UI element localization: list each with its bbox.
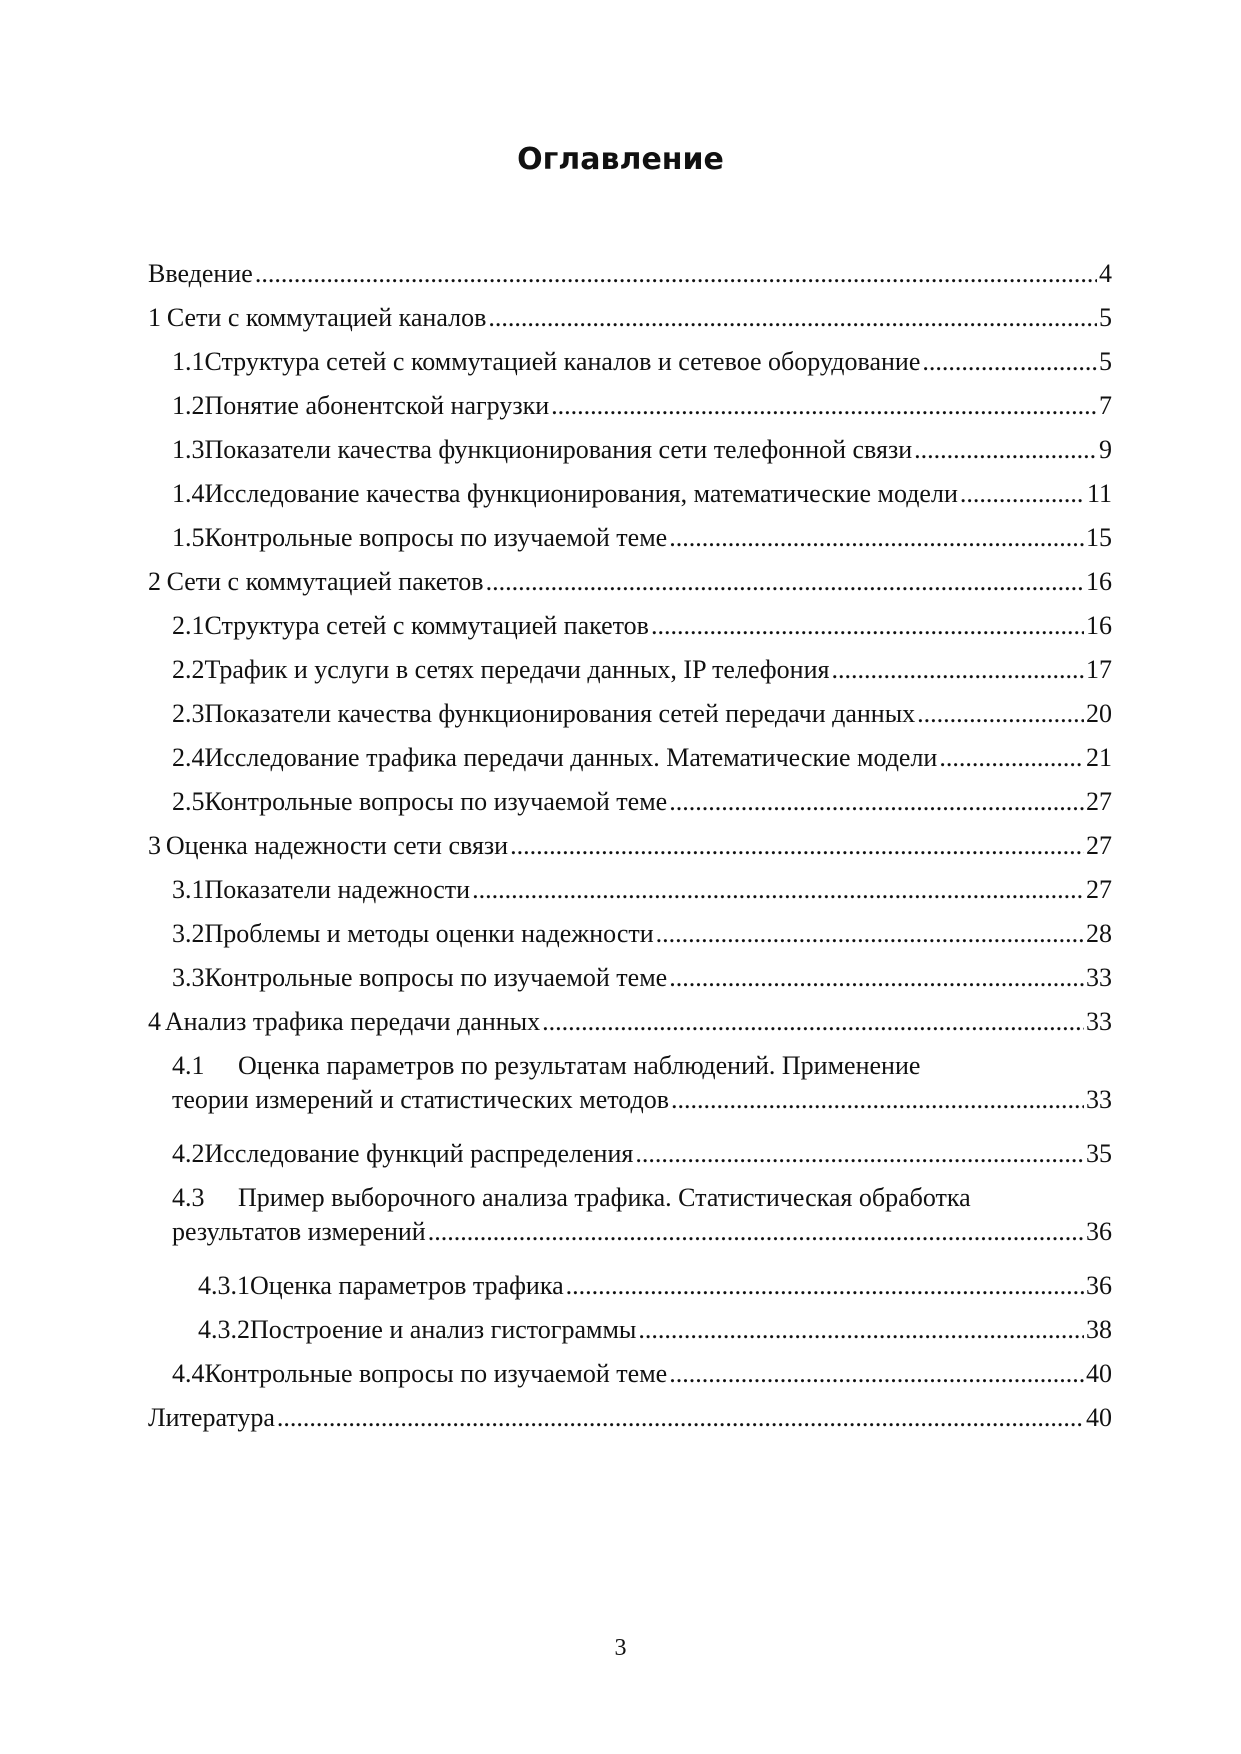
toc-entry-number: 3.2 <box>172 919 205 948</box>
toc-entry-1-2[interactable] <box>148 384 1112 428</box>
toc-entry-text: Проблемы и методы оценки надежности <box>204 919 654 948</box>
toc-page-number: 9 <box>1099 435 1112 464</box>
toc-entry-text: Контрольные вопросы по изучаемой теме <box>204 1359 668 1388</box>
toc-entry-number: 2.1 <box>172 611 205 640</box>
toc-leader-dots <box>510 824 1084 868</box>
toc-entry-3-1[interactable] <box>148 868 1112 912</box>
toc-entry-3[interactable] <box>148 824 1112 868</box>
toc-entry-text: Структура сетей с коммутацией каналов и сетевое оборудование <box>204 347 921 376</box>
toc-entry-text: Пример выборочного анализа трафика. Статистическая обработка <box>238 1183 971 1212</box>
toc-entry-number: 4.3.1 <box>198 1271 250 1300</box>
toc-entry-number: 2.5 <box>172 787 205 816</box>
toc-entry-text: Понятие абонентской нагрузки <box>204 391 550 420</box>
toc-page-number: 4 <box>1099 259 1112 288</box>
toc-entry-number: 4.3 <box>172 1183 205 1212</box>
toc-leader-dots <box>635 1132 1084 1176</box>
toc-entry-number: 1 <box>148 303 161 332</box>
toc-entry-2[interactable] <box>148 560 1112 604</box>
toc-entry-number: 4.3.2 <box>198 1315 250 1344</box>
toc-entry-text: Показатели качества функционирования сети телефонной связи <box>204 435 913 464</box>
toc-entry-text: Исследование трафика передачи данных. Математические модели <box>204 743 938 772</box>
toc-entry-4-1[interactable] <box>148 1044 1112 1132</box>
toc-entry-2-3[interactable] <box>148 692 1112 736</box>
toc-entry-number: 4.1 <box>172 1051 205 1080</box>
toc-page-number: 40 <box>1086 1403 1112 1432</box>
toc-entry-number: 1.3 <box>172 435 205 464</box>
toc-entry-text: Показатели качества функционирования сетей передачи данных <box>204 699 916 728</box>
toc-entry-text: Контрольные вопросы по изучаемой теме <box>204 963 668 992</box>
toc-entry-number: 2 <box>148 567 161 596</box>
toc-page-number: 27 <box>1086 787 1112 816</box>
toc-page-number: 38 <box>1086 1315 1112 1344</box>
toc-page-number: 21 <box>1086 743 1112 772</box>
toc-leader-dots <box>566 1264 1084 1308</box>
toc-entry-text: Оценка параметров по результатам наблюдений. Применение <box>238 1051 921 1080</box>
toc-leader-dots <box>669 956 1084 1000</box>
toc-entry-text: Трафик и услуги в сетях передачи данных, IP телефония <box>204 655 830 684</box>
toc-entry-number: 2.2 <box>172 655 205 684</box>
toc-page-number: 7 <box>1099 391 1112 420</box>
toc-entry-1-1[interactable] <box>148 340 1112 384</box>
toc-page-number: 33 <box>1086 1007 1112 1036</box>
toc-page-number: 27 <box>1086 875 1112 904</box>
toc-page-number: 17 <box>1086 655 1112 684</box>
toc-entry-text: Исследование функций распределения <box>204 1139 634 1168</box>
toc-entry-2-4[interactable] <box>148 736 1112 780</box>
toc-entry-number: 2.3 <box>172 699 205 728</box>
toc-leader-dots <box>638 1308 1084 1352</box>
toc-leader-dots <box>656 912 1084 956</box>
toc-leader-dots <box>255 252 1097 296</box>
toc-entry-text-continued: результатов измерений <box>172 1217 426 1246</box>
toc-entry-1-5[interactable] <box>148 516 1112 560</box>
toc-page-number: 15 <box>1086 523 1112 552</box>
toc-entry-number: 4 <box>148 1007 161 1036</box>
toc-entry-text: Структура сетей с коммутацией пакетов <box>204 611 649 640</box>
toc-leader-dots <box>428 1210 1084 1254</box>
toc-leader-dots <box>917 692 1084 736</box>
toc-entry-text: Построение и анализ гистограммы <box>250 1315 637 1344</box>
toc-page-number: 20 <box>1086 699 1112 728</box>
toc-entry-text: Оценка параметров трафика <box>250 1271 564 1300</box>
toc-leader-dots <box>960 472 1085 516</box>
toc-page-number: 16 <box>1086 567 1112 596</box>
page-number: 3 <box>614 1635 627 1661</box>
toc-entry-3-3[interactable] <box>148 956 1112 1000</box>
toc-leader-dots <box>651 604 1084 648</box>
toc-entry-number: 3.1 <box>172 875 205 904</box>
toc-entry-2-2[interactable] <box>148 648 1112 692</box>
toc-leader-dots <box>488 296 1097 340</box>
toc-leader-dots <box>472 868 1084 912</box>
toc-entry-number: 1.1 <box>172 347 205 376</box>
toc-entry-1[interactable] <box>148 296 1112 340</box>
toc-entry-text: Контрольные вопросы по изучаемой теме <box>204 523 668 552</box>
toc-entry-number: 4.4 <box>172 1359 205 1388</box>
toc-entry-text: Сети с коммутацией пакетов <box>166 567 484 596</box>
toc-page-number: 40 <box>1086 1359 1112 1388</box>
page-title: Оглавление <box>517 142 724 177</box>
toc-entry-text: Введение <box>148 259 253 288</box>
toc-entry-text: Сети с коммутацией каналов <box>166 303 487 332</box>
toc-entry-2-5[interactable] <box>148 780 1112 824</box>
toc-entry-3-2[interactable] <box>148 912 1112 956</box>
toc-leader-dots <box>914 428 1097 472</box>
toc-entry-4[interactable] <box>148 1000 1112 1044</box>
toc-leader-dots <box>277 1396 1084 1440</box>
toc-entry-text: Анализ трафика передачи данных <box>164 1007 541 1036</box>
toc-entry-4-3[interactable] <box>148 1176 1112 1264</box>
toc-page-number: 16 <box>1086 611 1112 640</box>
toc-entry-number: 1.4 <box>172 479 205 508</box>
toc-leader-dots <box>669 516 1084 560</box>
toc-entry-text: Контрольные вопросы по изучаемой теме <box>204 787 668 816</box>
toc-entry-4-3-1[interactable] <box>148 1264 1112 1308</box>
toc-entry-text: Оценка надежности сети связи <box>165 831 509 860</box>
toc-leader-dots <box>939 736 1084 780</box>
toc-entry-2-1[interactable] <box>148 604 1112 648</box>
toc-entry-1-3[interactable] <box>148 428 1112 472</box>
toc-leader-dots <box>551 384 1097 428</box>
toc-page-number: 35 <box>1086 1139 1112 1168</box>
toc-entry-text-continued: теории измерений и статистических методов <box>172 1085 670 1114</box>
toc-leader-dots <box>669 1352 1084 1396</box>
toc-entry-4-3-2[interactable] <box>148 1308 1112 1352</box>
toc-entry-text: Показатели надежности <box>204 875 471 904</box>
toc-leader-dots <box>669 780 1084 824</box>
toc-page-number: 27 <box>1086 831 1112 860</box>
toc-entry-number: 4.2 <box>172 1139 205 1168</box>
toc-entry-number: 1.2 <box>172 391 205 420</box>
toc-leader-dots <box>542 1000 1084 1044</box>
toc-page-number: 28 <box>1086 919 1112 948</box>
toc-leader-dots <box>831 648 1084 692</box>
toc-page-number: 36 <box>1086 1217 1112 1246</box>
toc-entry-literature[interactable] <box>148 1396 1112 1440</box>
toc-entry-number: 3.3 <box>172 963 205 992</box>
toc-entry-4-2[interactable] <box>148 1132 1112 1176</box>
toc-leader-dots <box>671 1078 1084 1122</box>
toc-page-number: 36 <box>1086 1271 1112 1300</box>
toc-entry-text: Исследование качества функционирования, математические модели <box>204 479 958 508</box>
toc-leader-dots <box>486 560 1084 604</box>
toc-entry-text: Литература <box>148 1403 275 1432</box>
toc-entry-intro[interactable] <box>148 252 1112 296</box>
toc-entry-1-4[interactable] <box>148 472 1112 516</box>
toc-entry-number: 2.4 <box>172 743 205 772</box>
toc-page-number: 33 <box>1086 1085 1112 1114</box>
toc-page-number: 5 <box>1099 303 1112 332</box>
toc-entry-number: 1.5 <box>172 523 205 552</box>
toc-page-number: 5 <box>1099 347 1112 376</box>
toc-entry-number: 3 <box>148 831 161 860</box>
toc-page-number: 33 <box>1086 963 1112 992</box>
toc-entry-4-4[interactable] <box>148 1352 1112 1396</box>
toc-page-number: 11 <box>1086 479 1112 508</box>
toc-leader-dots <box>922 340 1097 384</box>
table-of-contents <box>148 252 1112 1440</box>
